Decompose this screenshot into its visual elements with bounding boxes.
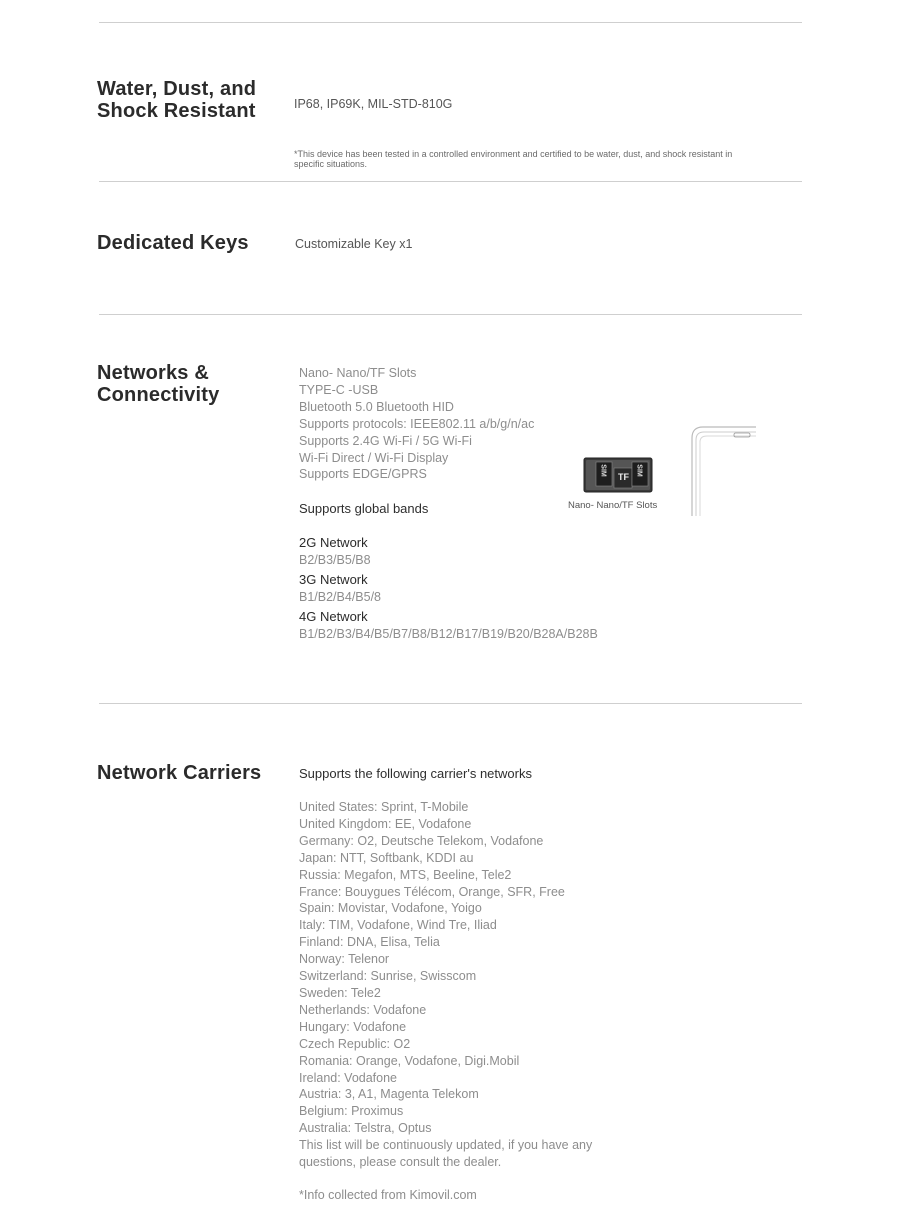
carrier-line: This list will be continuously updated, if you have any (299, 1138, 593, 1153)
band-value: B1/B2/B4/B5/8 (299, 590, 382, 604)
carrier-line: Finland: DNA, Elisa, Telia (299, 935, 440, 950)
divider-top (99, 22, 802, 23)
carrier-line: Belgium: Proximus (299, 1104, 404, 1119)
carriers-list (299, 799, 592, 1171)
carrier-line: Austria: 3, A1, Magenta Telekom (299, 1087, 479, 1102)
divider-keys (99, 314, 802, 315)
carrier-line: United Kingdom: EE, Vodafone (299, 816, 472, 831)
water-note: *This device has been tested in a controlled environment and certified to be water, dust, and shock resistant in specific situations. (294, 149, 733, 169)
band-value: B1/B2/B3/B4/B5/B7/B8/B12/B17/B19/B20/B28A/B28B (299, 627, 598, 641)
sim-tray-illustration (583, 455, 655, 495)
spec-line: Supports protocols: IEEE802.11 a/b/g/n/ac (299, 416, 535, 431)
spec-line: Nano- Nano/TF Slots (299, 366, 417, 380)
band-name: 4G Network (299, 609, 368, 624)
spec-line: Bluetooth 5.0 Bluetooth HID (299, 399, 454, 414)
bands-list (299, 534, 598, 645)
divider-water (99, 181, 802, 182)
carrier-line: Japan: NTT, Softbank, KDDI au (299, 850, 474, 865)
global-bands-title: Supports global bands (299, 501, 429, 516)
carrier-line: United States: Sprint, T-Mobile (299, 800, 469, 814)
carrier-line: Russia: Megafon, MTS, Beeline, Tele2 (299, 867, 512, 882)
carrier-line: Norway: Telenor (299, 952, 390, 967)
carrier-line: Italy: TIM, Vodafone, Wind Tre, Iliad (299, 918, 497, 933)
carriers-title: Supports the following carrier's networks (299, 766, 532, 781)
band-name: 3G Network (299, 572, 368, 587)
carriers-footnote: *Info collected from Kimovil.com (299, 1188, 477, 1202)
spec-line: Wi-Fi Direct / Wi-Fi Display (299, 450, 449, 465)
network-heading: Networks & Connectivity (97, 362, 220, 406)
spec-line: Supports 2.4G Wi-Fi / 5G Wi-Fi (299, 433, 472, 448)
sim-label-left: SIM (599, 464, 607, 477)
water-value: IP68, IP69K, MIL-STD-810G (294, 97, 453, 111)
keys-value: Customizable Key x1 (295, 237, 413, 251)
network-specs (299, 365, 534, 483)
carrier-line: questions, please consult the dealer. (299, 1155, 502, 1170)
keys-heading: Dedicated Keys (97, 232, 249, 254)
device-edge-illustration (688, 424, 758, 518)
carrier-line: France: Bouygues Télécom, Orange, SFR, Free (299, 884, 565, 899)
carrier-line: Sweden: Tele2 (299, 985, 381, 1000)
carrier-line: Germany: O2, Deutsche Telekom, Vodafone (299, 833, 544, 848)
spec-line: TYPE-C -USB (299, 382, 379, 397)
spec-line: Supports EDGE/GPRS (299, 467, 427, 482)
carrier-line: Australia: Telstra, Optus (299, 1121, 432, 1136)
band-value: B2/B3/B5/B8 (299, 553, 371, 567)
carrier-line: Netherlands: Vodafone (299, 1002, 427, 1017)
tf-label: TF (618, 472, 629, 482)
carrier-line: Romania: Orange, Vodafone, Digi.Mobil (299, 1053, 520, 1068)
carriers-heading: Network Carriers (97, 762, 262, 784)
carrier-line: Czech Republic: O2 (299, 1036, 411, 1051)
carrier-line: Switzerland: Sunrise, Swisscom (299, 969, 477, 984)
carrier-line: Spain: Movistar, Vodafone, Yoigo (299, 901, 482, 916)
sim-label-right: SIM (635, 464, 643, 477)
figure-caption: Nano- Nano/TF Slots (568, 500, 658, 511)
band-name: 2G Network (299, 535, 368, 550)
water-heading: Water, Dust, and Shock Resistant (97, 78, 257, 122)
divider-network (99, 703, 802, 704)
carrier-line: Hungary: Vodafone (299, 1019, 407, 1034)
carrier-line: Ireland: Vodafone (299, 1070, 397, 1085)
